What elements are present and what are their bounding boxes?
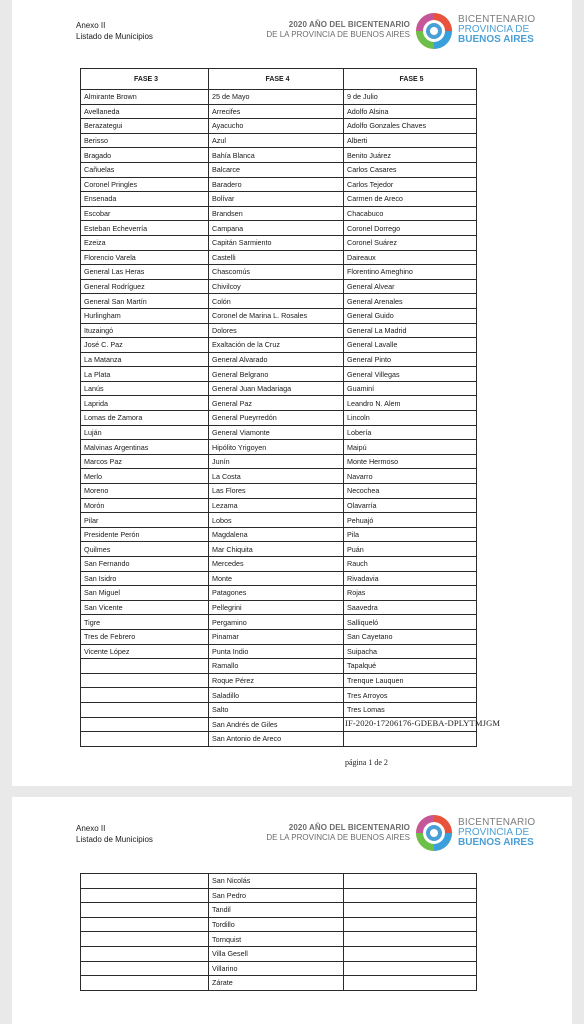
table-row bbox=[81, 323, 477, 338]
table-cell-fase-5 bbox=[344, 976, 477, 991]
table-cell-fase-3: Morón bbox=[81, 498, 209, 513]
table-cell-fase-5: Rauch bbox=[344, 557, 477, 572]
table-cell-fase-3: La Plata bbox=[81, 367, 209, 382]
table-cell-fase-3: Lanús bbox=[81, 381, 209, 396]
table-cell-fase-4: San Nicolás bbox=[209, 874, 344, 889]
table-cell-fase-3: Escobar bbox=[81, 206, 209, 221]
table-row bbox=[81, 527, 477, 542]
table-row bbox=[81, 498, 477, 513]
table-cell-fase-5: 9 de Julio bbox=[344, 90, 477, 105]
table-cell-fase-5: Carmen de Areco bbox=[344, 192, 477, 207]
table-cell-fase-4: Magdalena bbox=[209, 527, 344, 542]
table-cell-fase-5: General Pinto bbox=[344, 352, 477, 367]
table-cell-fase-5: Maipú bbox=[344, 440, 477, 455]
table-row bbox=[81, 177, 477, 192]
table-cell-fase-4: Zárate bbox=[209, 976, 344, 991]
table-cell-fase-4: San Antonio de Areco bbox=[209, 732, 344, 747]
table-cell-fase-3: Esteban Echeverría bbox=[81, 221, 209, 236]
table-cell-fase-3: Marcos Paz bbox=[81, 454, 209, 469]
table-row bbox=[81, 440, 477, 455]
table-cell-fase-4: 25 de Mayo bbox=[209, 90, 344, 105]
table-cell-fase-4: Castelli bbox=[209, 250, 344, 265]
table-cell-fase-4: Arrecifes bbox=[209, 104, 344, 119]
table-cell-fase-4: Tordillo bbox=[209, 917, 344, 932]
table-cell-fase-4: Capitán Sarmiento bbox=[209, 235, 344, 250]
table-cell-fase-3: Hurlingham bbox=[81, 308, 209, 323]
table-cell-fase-5: Daireaux bbox=[344, 250, 477, 265]
table-cell-fase-3 bbox=[81, 732, 209, 747]
table-cell-fase-4: Tandil bbox=[209, 903, 344, 918]
table-cell-fase-4: General Pueyrredón bbox=[209, 411, 344, 426]
table-cell-fase-3: Ituzaingó bbox=[81, 323, 209, 338]
table-cell-fase-5: Navarro bbox=[344, 469, 477, 484]
bicentenario-logo-icon bbox=[414, 813, 454, 853]
table-cell-fase-5: Necochea bbox=[344, 484, 477, 499]
table-cell-fase-3: General Las Heras bbox=[81, 265, 209, 280]
table-row bbox=[81, 976, 477, 991]
table-cell-fase-3: Laprida bbox=[81, 396, 209, 411]
table-row bbox=[81, 396, 477, 411]
table-row bbox=[81, 192, 477, 207]
table-cell-fase-4: Ramallo bbox=[209, 659, 344, 674]
table-row bbox=[81, 600, 477, 615]
table-cell-fase-3 bbox=[81, 917, 209, 932]
table-row bbox=[81, 888, 477, 903]
table-cell-fase-3: Malvinas Argentinas bbox=[81, 440, 209, 455]
table-cell-fase-4: Lezama bbox=[209, 498, 344, 513]
table-cell-fase-5 bbox=[344, 946, 477, 961]
table-cell-fase-5: General La Madrid bbox=[344, 323, 477, 338]
table-cell-fase-5 bbox=[344, 888, 477, 903]
table-cell-fase-5: Rivadavia bbox=[344, 571, 477, 586]
document-id-stamp: IF-2020-17206176-GDEBA-DPLYTMJGM bbox=[345, 718, 501, 728]
table-cell-fase-5: General Lavalle bbox=[344, 338, 477, 353]
bicentennial-line-2: DE LA PROVINCIA DE BUENOS AIRES bbox=[266, 833, 410, 842]
page-number: página 1 de 2 bbox=[345, 758, 388, 767]
table-cell-fase-3: Tres de Febrero bbox=[81, 629, 209, 644]
table-cell-fase-3: General Rodríguez bbox=[81, 279, 209, 294]
table-cell-fase-4: Chascomús bbox=[209, 265, 344, 280]
annex-title: Anexo II bbox=[76, 21, 106, 30]
table-cell-fase-5: Carlos Tejedor bbox=[344, 177, 477, 192]
table-row bbox=[81, 338, 477, 353]
table-cell-fase-4: Lobos bbox=[209, 513, 344, 528]
table-cell-fase-3 bbox=[81, 961, 209, 976]
table-cell-fase-5 bbox=[344, 874, 477, 889]
table-cell-fase-3: Berisso bbox=[81, 133, 209, 148]
table-row bbox=[81, 932, 477, 947]
table-cell-fase-5: Saavedra bbox=[344, 600, 477, 615]
table-cell-fase-5: Salliqueló bbox=[344, 615, 477, 630]
table-row bbox=[81, 454, 477, 469]
table-cell-fase-4: San Andrés de Giles bbox=[209, 717, 344, 732]
table-cell-fase-5: Tres Lomas bbox=[344, 702, 477, 717]
table-cell-fase-3: Quilmes bbox=[81, 542, 209, 557]
annex-subtitle: Listado de Municipios bbox=[76, 835, 153, 844]
table-cell-fase-4: Bolívar bbox=[209, 192, 344, 207]
table-cell-fase-3: Coronel Pringles bbox=[81, 177, 209, 192]
table-cell-fase-4: General Paz bbox=[209, 396, 344, 411]
table-cell-fase-3 bbox=[81, 903, 209, 918]
table-cell-fase-4: General Viamonte bbox=[209, 425, 344, 440]
annex-title: Anexo II bbox=[76, 824, 106, 833]
table-cell-fase-4: Tornquist bbox=[209, 932, 344, 947]
table-row bbox=[81, 903, 477, 918]
table-cell-fase-3: Tigre bbox=[81, 615, 209, 630]
table-cell-fase-4: Punta Indio bbox=[209, 644, 344, 659]
brand-line-2: PROVINCIA DE bbox=[458, 827, 530, 838]
table-cell-fase-3: Pilar bbox=[81, 513, 209, 528]
table-cell-fase-5: Coronel Suárez bbox=[344, 235, 477, 250]
table-row bbox=[81, 308, 477, 323]
table-cell-fase-5: San Cayetano bbox=[344, 629, 477, 644]
table-cell-fase-3 bbox=[81, 702, 209, 717]
table-row bbox=[81, 235, 477, 250]
table-cell-fase-5: Tapalqué bbox=[344, 659, 477, 674]
table-cell-fase-4: Roque Pérez bbox=[209, 673, 344, 688]
table-cell-fase-4: Coronel de Marina L. Rosales bbox=[209, 308, 344, 323]
annex-heading bbox=[76, 20, 153, 42]
annex-heading-page-2 bbox=[76, 823, 153, 845]
table-cell-fase-5: Leandro N. Alem bbox=[344, 396, 477, 411]
column-header-fase-3: FASE 3 bbox=[81, 69, 209, 90]
table-cell-fase-3: Merlo bbox=[81, 469, 209, 484]
table-cell-fase-3 bbox=[81, 659, 209, 674]
brand-line-1: BICENTENARIO bbox=[458, 817, 536, 828]
table-cell-fase-5: Coronel Dorrego bbox=[344, 221, 477, 236]
table-row bbox=[81, 133, 477, 148]
table-cell-fase-4: Exaltación de la Cruz bbox=[209, 338, 344, 353]
table-cell-fase-3: Luján bbox=[81, 425, 209, 440]
table-row bbox=[81, 148, 477, 163]
table-cell-fase-4: Pellegrini bbox=[209, 600, 344, 615]
table-cell-fase-4: Azul bbox=[209, 133, 344, 148]
table-cell-fase-5: General Alvear bbox=[344, 279, 477, 294]
table-body bbox=[81, 874, 477, 991]
brand-line-2: PROVINCIA DE bbox=[458, 24, 530, 35]
table-row bbox=[81, 484, 477, 499]
table-cell-fase-4: Colón bbox=[209, 294, 344, 309]
table-cell-fase-3: Bragado bbox=[81, 148, 209, 163]
table-row bbox=[81, 90, 477, 105]
table-cell-fase-3: Ensenada bbox=[81, 192, 209, 207]
table-cell-fase-5: Monte Hermoso bbox=[344, 454, 477, 469]
table-row bbox=[81, 732, 477, 747]
table-cell-fase-3: Cañuelas bbox=[81, 162, 209, 177]
table-cell-fase-4: La Costa bbox=[209, 469, 344, 484]
table-cell-fase-5 bbox=[344, 903, 477, 918]
table-row bbox=[81, 381, 477, 396]
table-row bbox=[81, 367, 477, 382]
bicentennial-header-page-2 bbox=[240, 823, 410, 843]
table-cell-fase-5: Chacabuco bbox=[344, 206, 477, 221]
table-cell-fase-4: Patagones bbox=[209, 586, 344, 601]
table-cell-fase-3: San Vicente bbox=[81, 600, 209, 615]
table-cell-fase-4: Mar Chiquita bbox=[209, 542, 344, 557]
table-cell-fase-3: José C. Paz bbox=[81, 338, 209, 353]
table-cell-fase-5: Florentino Ameghino bbox=[344, 265, 477, 280]
table-row bbox=[81, 250, 477, 265]
brand-line-1: BICENTENARIO bbox=[458, 14, 536, 25]
table-cell-fase-4: Mercedes bbox=[209, 557, 344, 572]
table-row bbox=[81, 352, 477, 367]
table-cell-fase-4: Hipólito Yrigoyen bbox=[209, 440, 344, 455]
table-row bbox=[81, 294, 477, 309]
brand-wordmark-page-2 bbox=[458, 818, 535, 848]
table-cell-fase-5: Adolfo Alsina bbox=[344, 104, 477, 119]
table-row bbox=[81, 513, 477, 528]
table-cell-fase-5: Adolfo Gonzales Chaves bbox=[344, 119, 477, 134]
table-row bbox=[81, 644, 477, 659]
table-row bbox=[81, 702, 477, 717]
table-cell-fase-3 bbox=[81, 673, 209, 688]
table-cell-fase-4: Salto bbox=[209, 702, 344, 717]
table-cell-fase-4: Villarino bbox=[209, 961, 344, 976]
table-cell-fase-5: Lincoln bbox=[344, 411, 477, 426]
table-cell-fase-4: Junín bbox=[209, 454, 344, 469]
table-row bbox=[81, 961, 477, 976]
table-cell-fase-4: San Pedro bbox=[209, 888, 344, 903]
table-cell-fase-4: General Belgrano bbox=[209, 367, 344, 382]
table-cell-fase-5 bbox=[344, 917, 477, 932]
table-cell-fase-4: Baradero bbox=[209, 177, 344, 192]
table-row bbox=[81, 917, 477, 932]
table-cell-fase-3: La Matanza bbox=[81, 352, 209, 367]
table-cell-fase-5: Lobería bbox=[344, 425, 477, 440]
table-row bbox=[81, 946, 477, 961]
table-cell-fase-4: Campana bbox=[209, 221, 344, 236]
table-cell-fase-5: Pila bbox=[344, 527, 477, 542]
brand-line-3: BUENOS AIRES bbox=[458, 34, 534, 45]
table-cell-fase-3: Florencio Varela bbox=[81, 250, 209, 265]
table-cell-fase-5: General Guido bbox=[344, 308, 477, 323]
table-cell-fase-4: Pinamar bbox=[209, 629, 344, 644]
table-cell-fase-5 bbox=[344, 732, 477, 747]
table-row bbox=[81, 542, 477, 557]
table-cell-fase-4: Bahía Blanca bbox=[209, 148, 344, 163]
table-cell-fase-5: Guaminí bbox=[344, 381, 477, 396]
table-cell-fase-4: Ayacucho bbox=[209, 119, 344, 134]
table-cell-fase-3 bbox=[81, 874, 209, 889]
table-row bbox=[81, 673, 477, 688]
table-row bbox=[81, 688, 477, 703]
table-cell-fase-4: General Alvarado bbox=[209, 352, 344, 367]
bicentennial-header bbox=[240, 20, 410, 40]
table-cell-fase-4: Monte bbox=[209, 571, 344, 586]
table-row bbox=[81, 425, 477, 440]
table-cell-fase-4: Saladillo bbox=[209, 688, 344, 703]
table-cell-fase-3: Lomas de Zamora bbox=[81, 411, 209, 426]
table-body bbox=[81, 90, 477, 747]
annex-subtitle: Listado de Municipios bbox=[76, 32, 153, 41]
table-cell-fase-3: Presidente Perón bbox=[81, 527, 209, 542]
table-row bbox=[81, 659, 477, 674]
table-cell-fase-3 bbox=[81, 688, 209, 703]
table-cell-fase-5: Benito Juárez bbox=[344, 148, 477, 163]
table-cell-fase-5: General Villegas bbox=[344, 367, 477, 382]
table-row bbox=[81, 571, 477, 586]
table-row bbox=[81, 162, 477, 177]
table-row bbox=[81, 279, 477, 294]
table-cell-fase-3: Almirante Brown bbox=[81, 90, 209, 105]
table-cell-fase-3: San Isidro bbox=[81, 571, 209, 586]
table-header-row bbox=[81, 69, 477, 90]
table-row bbox=[81, 469, 477, 484]
table-row bbox=[81, 411, 477, 426]
bicentennial-line-2: DE LA PROVINCIA DE BUENOS AIRES bbox=[266, 30, 410, 39]
table-row bbox=[81, 119, 477, 134]
table-row bbox=[81, 615, 477, 630]
table-cell-fase-3: General San Martín bbox=[81, 294, 209, 309]
table-cell-fase-4: Pergamino bbox=[209, 615, 344, 630]
table-cell-fase-3: Avellaneda bbox=[81, 104, 209, 119]
brand-line-3: BUENOS AIRES bbox=[458, 837, 534, 848]
column-header-fase-5: FASE 5 bbox=[344, 69, 477, 90]
table-cell-fase-5: Carlos Casares bbox=[344, 162, 477, 177]
table-cell-fase-5: Rojas bbox=[344, 586, 477, 601]
municipalities-table bbox=[80, 68, 477, 747]
table-cell-fase-3: Berazategui bbox=[81, 119, 209, 134]
bicentennial-line-1: 2020 AÑO DEL BICENTENARIO bbox=[288, 823, 410, 832]
brand-wordmark bbox=[458, 15, 535, 45]
table-cell-fase-4: Chivilcoy bbox=[209, 279, 344, 294]
table-cell-fase-3: Vicente López bbox=[81, 644, 209, 659]
table-cell-fase-3: Moreno bbox=[81, 484, 209, 499]
table-cell-fase-5 bbox=[344, 932, 477, 947]
table-row bbox=[81, 104, 477, 119]
table-cell-fase-4: Las Flores bbox=[209, 484, 344, 499]
table-cell-fase-5: Alberti bbox=[344, 133, 477, 148]
table-cell-fase-4: Brandsen bbox=[209, 206, 344, 221]
table-row bbox=[81, 206, 477, 221]
table-cell-fase-5: General Arenales bbox=[344, 294, 477, 309]
table-cell-fase-4: Balcarce bbox=[209, 162, 344, 177]
table-cell-fase-3: San Fernando bbox=[81, 557, 209, 572]
table-cell-fase-5: Olavarría bbox=[344, 498, 477, 513]
table-cell-fase-3: Ezeiza bbox=[81, 235, 209, 250]
table-cell-fase-3 bbox=[81, 946, 209, 961]
table-row bbox=[81, 629, 477, 644]
table-cell-fase-3: San Miguel bbox=[81, 586, 209, 601]
table-row bbox=[81, 221, 477, 236]
table-row bbox=[81, 586, 477, 601]
table-row bbox=[81, 874, 477, 889]
table-row bbox=[81, 265, 477, 280]
table-cell-fase-5: Trenque Lauquen bbox=[344, 673, 477, 688]
table-cell-fase-5 bbox=[344, 961, 477, 976]
table-cell-fase-5: Tres Arroyos bbox=[344, 688, 477, 703]
column-header-fase-4: FASE 4 bbox=[209, 69, 344, 90]
municipalities-table-continued bbox=[80, 873, 477, 991]
table-cell-fase-5: Puán bbox=[344, 542, 477, 557]
table-cell-fase-3 bbox=[81, 976, 209, 991]
table-cell-fase-3 bbox=[81, 717, 209, 732]
table-cell-fase-4: General Juan Madariaga bbox=[209, 381, 344, 396]
table-cell-fase-5: Suipacha bbox=[344, 644, 477, 659]
bicentenario-logo-icon bbox=[414, 11, 454, 51]
table-cell-fase-4: Villa Gesell bbox=[209, 946, 344, 961]
table-cell-fase-3 bbox=[81, 932, 209, 947]
bicentennial-line-1: 2020 AÑO DEL BICENTENARIO bbox=[288, 20, 410, 29]
table-cell-fase-4: Dolores bbox=[209, 323, 344, 338]
table-cell-fase-3 bbox=[81, 888, 209, 903]
table-cell-fase-5: Pehuajó bbox=[344, 513, 477, 528]
table-row bbox=[81, 557, 477, 572]
